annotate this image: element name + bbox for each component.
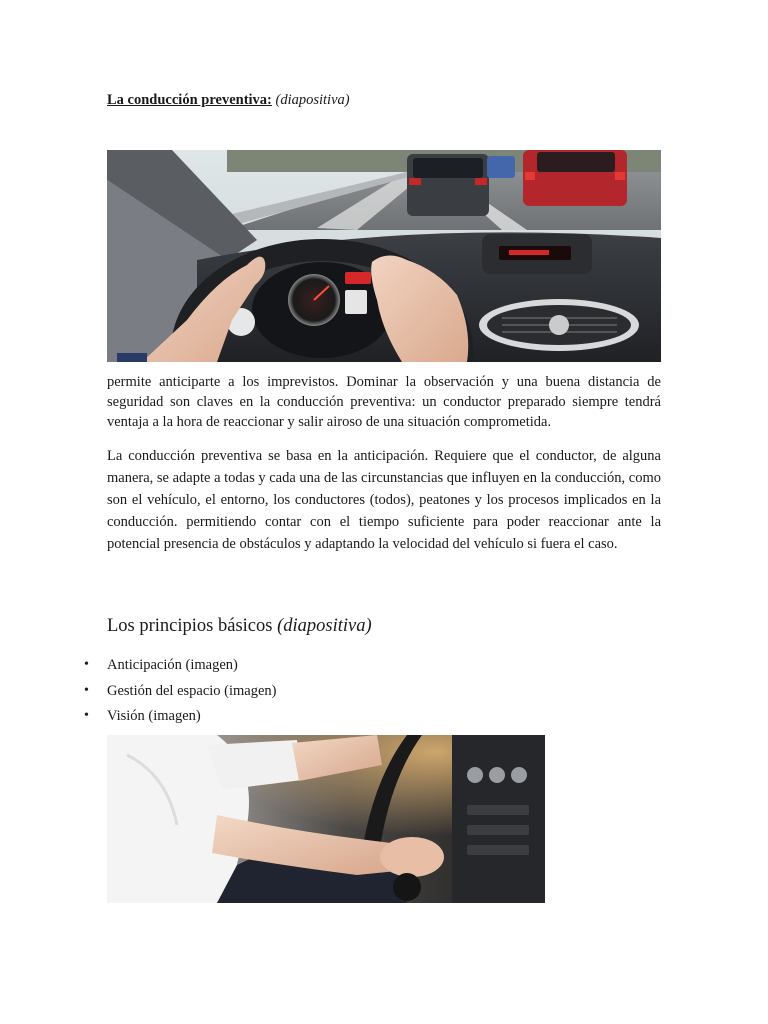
bullet-icon: • [84, 657, 89, 672]
bullet-icon: • [84, 708, 89, 723]
principles-heading-main: Los principios básicos [107, 616, 273, 636]
list-item-label: Gestión del espacio (imagen) [107, 682, 277, 699]
principles-heading [107, 616, 372, 637]
paragraph-intro: permite anticiparte a los imprevistos. Dominar la observación y una buena distancia de seguridad son claves en la conducción preventiva: un conductor preparado siempre tendrá ventaja a la hora de reaccionar y salir airoso de una situación comprometida. [107, 374, 661, 430]
steering-wheel-photo [107, 150, 661, 362]
principles-heading-note: (diapositiva) [277, 616, 372, 636]
section-title [107, 92, 350, 109]
paragraph-main: La conducción preventiva se basa en la anticipación. Requiere que el conductor, de alguna manera, se adapte a todas y cada una de las circunstancias que influyen en la conducción, como son el vehículo, el entorno, los conductores (todos), peatones y los procesos implicados en la conducción. permitiendo contar con el tiempo suficiente para poder reaccionar ante la potencial presencia de obstáculos y adaptando la velocidad del vehículo si fuera el caso. [107, 448, 661, 552]
section-title-note: (diapositiva) [275, 92, 350, 108]
gear-shift-photo [107, 735, 545, 903]
bullet-icon: • [84, 682, 89, 698]
section-title-main: La conducción preventiva: [107, 92, 272, 108]
list-item-label: Visión (imagen) [107, 708, 201, 724]
list-item-label: Anticipación (imagen) [107, 657, 238, 673]
